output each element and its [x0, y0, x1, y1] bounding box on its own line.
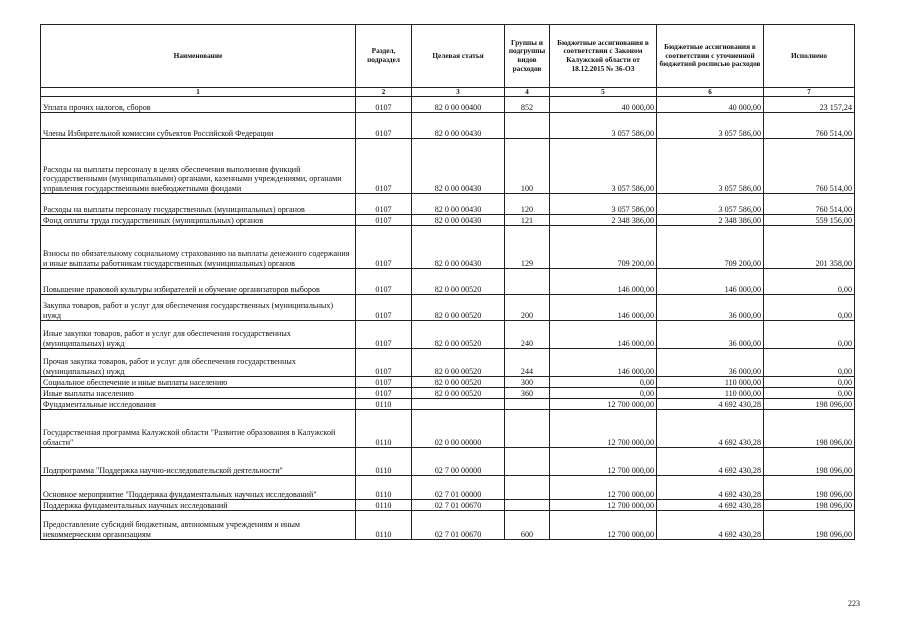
- cell-name: Члены Избирательной комиссии субъектов Российской Федерации: [41, 113, 356, 139]
- cell-name: Повышение правовой культуры избирателей и обучение организаторов выборов: [41, 269, 356, 295]
- cell-target: 82 0 00 00430: [412, 215, 505, 226]
- cell-law: 146 000,00: [550, 295, 657, 321]
- table-row: [41, 321, 855, 349]
- cell-refined: 3 057 586,00: [657, 139, 764, 194]
- cell-law: 12 700 000,00: [550, 399, 657, 410]
- cell-target: 02 7 01 00670: [412, 511, 505, 540]
- cell-refined: 3 057 586,00: [657, 194, 764, 215]
- cell-name: Социальное обеспечение и иные выплаты населению: [41, 377, 356, 388]
- table-row: [41, 139, 855, 194]
- cell-group: [505, 269, 550, 295]
- cell-section: 0110: [356, 399, 412, 410]
- table-row: [41, 448, 855, 476]
- cell-target: 02 7 01 00000: [412, 476, 505, 500]
- cell-section: 0107: [356, 215, 412, 226]
- cell-name: Фонд оплаты труда государственных (муниципальных) органов: [41, 215, 356, 226]
- column-number: 4: [505, 88, 550, 97]
- cell-section: 0107: [356, 295, 412, 321]
- cell-target: 82 0 00 00520: [412, 295, 505, 321]
- cell-refined: 4 692 430,28: [657, 476, 764, 500]
- table-row: [41, 399, 855, 410]
- cell-section: 0107: [356, 139, 412, 194]
- cell-executed: 760 514,00: [764, 113, 855, 139]
- cell-refined: 36 000,00: [657, 349, 764, 377]
- cell-executed: 760 514,00: [764, 194, 855, 215]
- cell-executed: 559 156,00: [764, 215, 855, 226]
- cell-section: 0107: [356, 321, 412, 349]
- column-number: 3: [412, 88, 505, 97]
- cell-refined: 110 000,00: [657, 377, 764, 388]
- page-number: 223: [848, 599, 860, 608]
- cell-group: [505, 399, 550, 410]
- table-row: [41, 226, 855, 269]
- cell-section: 0107: [356, 349, 412, 377]
- cell-target: 02 7 00 00000: [412, 448, 505, 476]
- cell-group: 852: [505, 97, 550, 113]
- column-number-row: [41, 88, 855, 97]
- cell-law: 0,00: [550, 377, 657, 388]
- cell-section: 0110: [356, 500, 412, 511]
- cell-section: 0107: [356, 377, 412, 388]
- cell-section: 0107: [356, 194, 412, 215]
- cell-target: 82 0 00 00430: [412, 226, 505, 269]
- table-row: [41, 388, 855, 399]
- cell-name: Расходы на выплаты персоналу государственных (муниципальных) органов: [41, 194, 356, 215]
- cell-executed: 198 096,00: [764, 410, 855, 448]
- cell-law: 146 000,00: [550, 269, 657, 295]
- cell-section: 0110: [356, 410, 412, 448]
- cell-refined: 146 000,00: [657, 269, 764, 295]
- cell-executed: 198 096,00: [764, 399, 855, 410]
- cell-name: Иные выплаты населению: [41, 388, 356, 399]
- cell-group: 121: [505, 215, 550, 226]
- cell-law: 146 000,00: [550, 321, 657, 349]
- cell-refined: 4 692 430,28: [657, 448, 764, 476]
- cell-law: 0,00: [550, 388, 657, 399]
- table-row: [41, 410, 855, 448]
- table-row: [41, 295, 855, 321]
- cell-name: Фундаментальные исследования: [41, 399, 356, 410]
- cell-name: Основное мероприятие "Поддержка фундаментальных научных исследований": [41, 476, 356, 500]
- table-row: [41, 194, 855, 215]
- cell-law: 12 700 000,00: [550, 476, 657, 500]
- cell-section: 0110: [356, 448, 412, 476]
- header-name: Наименование: [41, 25, 356, 88]
- budget-table: [40, 24, 855, 540]
- cell-refined: 4 692 430,28: [657, 410, 764, 448]
- cell-refined: 3 057 586,00: [657, 113, 764, 139]
- cell-target: 02 7 01 00670: [412, 500, 505, 511]
- cell-refined: 36 000,00: [657, 295, 764, 321]
- cell-executed: 760 514,00: [764, 139, 855, 194]
- cell-refined: 110 000,00: [657, 388, 764, 399]
- cell-name: Прочая закупка товаров, работ и услуг для обеспечения государственных (муниципальных) нужд: [41, 349, 356, 377]
- cell-name: Подпрограмма "Поддержка научно-исследовательской деятельности": [41, 448, 356, 476]
- column-number: 7: [764, 88, 855, 97]
- cell-refined: 709 200,00: [657, 226, 764, 269]
- cell-target: 82 0 00 00520: [412, 349, 505, 377]
- header-executed: Исполнено: [764, 25, 855, 88]
- cell-section: 0107: [356, 226, 412, 269]
- cell-executed: 0,00: [764, 349, 855, 377]
- cell-group: 129: [505, 226, 550, 269]
- cell-executed: 0,00: [764, 388, 855, 399]
- column-number: 6: [657, 88, 764, 97]
- cell-executed: 198 096,00: [764, 511, 855, 540]
- cell-section: 0110: [356, 476, 412, 500]
- cell-refined: 4 692 430,28: [657, 511, 764, 540]
- cell-group: [505, 410, 550, 448]
- table-row: [41, 269, 855, 295]
- cell-target: 02 0 00 00000: [412, 410, 505, 448]
- cell-target: 82 0 00 00430: [412, 194, 505, 215]
- cell-refined: 2 348 386,00: [657, 215, 764, 226]
- cell-executed: 201 358,00: [764, 226, 855, 269]
- cell-target: 82 0 00 00400: [412, 97, 505, 113]
- cell-law: 3 057 586,00: [550, 139, 657, 194]
- cell-law: 3 057 586,00: [550, 194, 657, 215]
- table-row: [41, 113, 855, 139]
- cell-executed: 0,00: [764, 295, 855, 321]
- cell-target: 82 0 00 00520: [412, 269, 505, 295]
- cell-section: 0107: [356, 388, 412, 399]
- cell-group: 600: [505, 511, 550, 540]
- cell-name: Государственная программа Калужской области "Развитие образования в Калужской области": [41, 410, 356, 448]
- cell-refined: 4 692 430,28: [657, 399, 764, 410]
- cell-target: 82 0 00 00520: [412, 377, 505, 388]
- cell-law: 146 000,00: [550, 349, 657, 377]
- cell-target: [412, 399, 505, 410]
- cell-section: 0110: [356, 511, 412, 540]
- table-row: [41, 377, 855, 388]
- cell-refined: 4 692 430,28: [657, 500, 764, 511]
- cell-group: 100: [505, 139, 550, 194]
- table-row: [41, 97, 855, 113]
- cell-group: 300: [505, 377, 550, 388]
- header-law: Бюджетные ассигнования в соответствии с Законом Калужской области от 18.12.2015 № 36-ОЗ: [550, 25, 657, 88]
- cell-section: 0107: [356, 269, 412, 295]
- table-row: [41, 349, 855, 377]
- table-row: [41, 500, 855, 511]
- cell-group: [505, 500, 550, 511]
- cell-law: 12 700 000,00: [550, 448, 657, 476]
- header-section: Раздел, подраздел: [356, 25, 412, 88]
- cell-executed: 0,00: [764, 269, 855, 295]
- cell-group: [505, 476, 550, 500]
- cell-section: 0107: [356, 97, 412, 113]
- cell-group: [505, 448, 550, 476]
- column-number: 2: [356, 88, 412, 97]
- table-row: [41, 511, 855, 540]
- cell-refined: 36 000,00: [657, 321, 764, 349]
- cell-name: Иные закупки товаров, работ и услуг для обеспечения государственных (муниципальных) нужд: [41, 321, 356, 349]
- cell-executed: 198 096,00: [764, 448, 855, 476]
- cell-law: 2 348 386,00: [550, 215, 657, 226]
- cell-law: 40 000,00: [550, 97, 657, 113]
- cell-law: 3 057 586,00: [550, 113, 657, 139]
- cell-law: 12 700 000,00: [550, 410, 657, 448]
- cell-target: 82 0 00 00520: [412, 321, 505, 349]
- header-target: Целевая статья: [412, 25, 505, 88]
- cell-target: 82 0 00 00430: [412, 113, 505, 139]
- table-body: [41, 97, 855, 540]
- cell-target: 82 0 00 00520: [412, 388, 505, 399]
- cell-section: 0107: [356, 113, 412, 139]
- cell-group: 240: [505, 321, 550, 349]
- cell-group: 244: [505, 349, 550, 377]
- cell-law: 12 700 000,00: [550, 511, 657, 540]
- cell-executed: 0,00: [764, 377, 855, 388]
- cell-executed: 198 096,00: [764, 476, 855, 500]
- cell-executed: 23 157,24: [764, 97, 855, 113]
- cell-law: 12 700 000,00: [550, 500, 657, 511]
- table-row: [41, 476, 855, 500]
- cell-executed: 198 096,00: [764, 500, 855, 511]
- header-group: Группы и подгруппы видов расходов: [505, 25, 550, 88]
- cell-name: Закупка товаров, работ и услуг для обеспечения государственных (муниципальных) нужд: [41, 295, 356, 321]
- cell-name: Уплата прочих налогов, сборов: [41, 97, 356, 113]
- column-number: 1: [41, 88, 356, 97]
- cell-group: 200: [505, 295, 550, 321]
- cell-name: Поддержка фундаментальных научных исследований: [41, 500, 356, 511]
- cell-group: 360: [505, 388, 550, 399]
- cell-law: 709 200,00: [550, 226, 657, 269]
- cell-group: [505, 113, 550, 139]
- cell-refined: 40 000,00: [657, 97, 764, 113]
- cell-executed: 0,00: [764, 321, 855, 349]
- header-row: [41, 25, 855, 88]
- header-refined: Бюджетные ассигнования в соответствии с уточненной бюджетной росписью расходов: [657, 25, 764, 88]
- cell-group: 120: [505, 194, 550, 215]
- cell-target: 82 0 00 00430: [412, 139, 505, 194]
- table-row: [41, 215, 855, 226]
- cell-name: Предоставление субсидий бюджетным, автономным учреждениям и иным некоммерческим организациям: [41, 511, 356, 540]
- cell-name: Взносы по обязательному социальному страхованию на выплаты денежного содержания и иные выплаты работникам государственных (муниципальных) органов: [41, 226, 356, 269]
- cell-name: Расходы на выплаты персоналу в целях обеспечения выполнения функций государственными (муниципальными) органами, казенными учреждениями, органами управления государственными внебюджетными фондами: [41, 139, 356, 194]
- column-number: 5: [550, 88, 657, 97]
